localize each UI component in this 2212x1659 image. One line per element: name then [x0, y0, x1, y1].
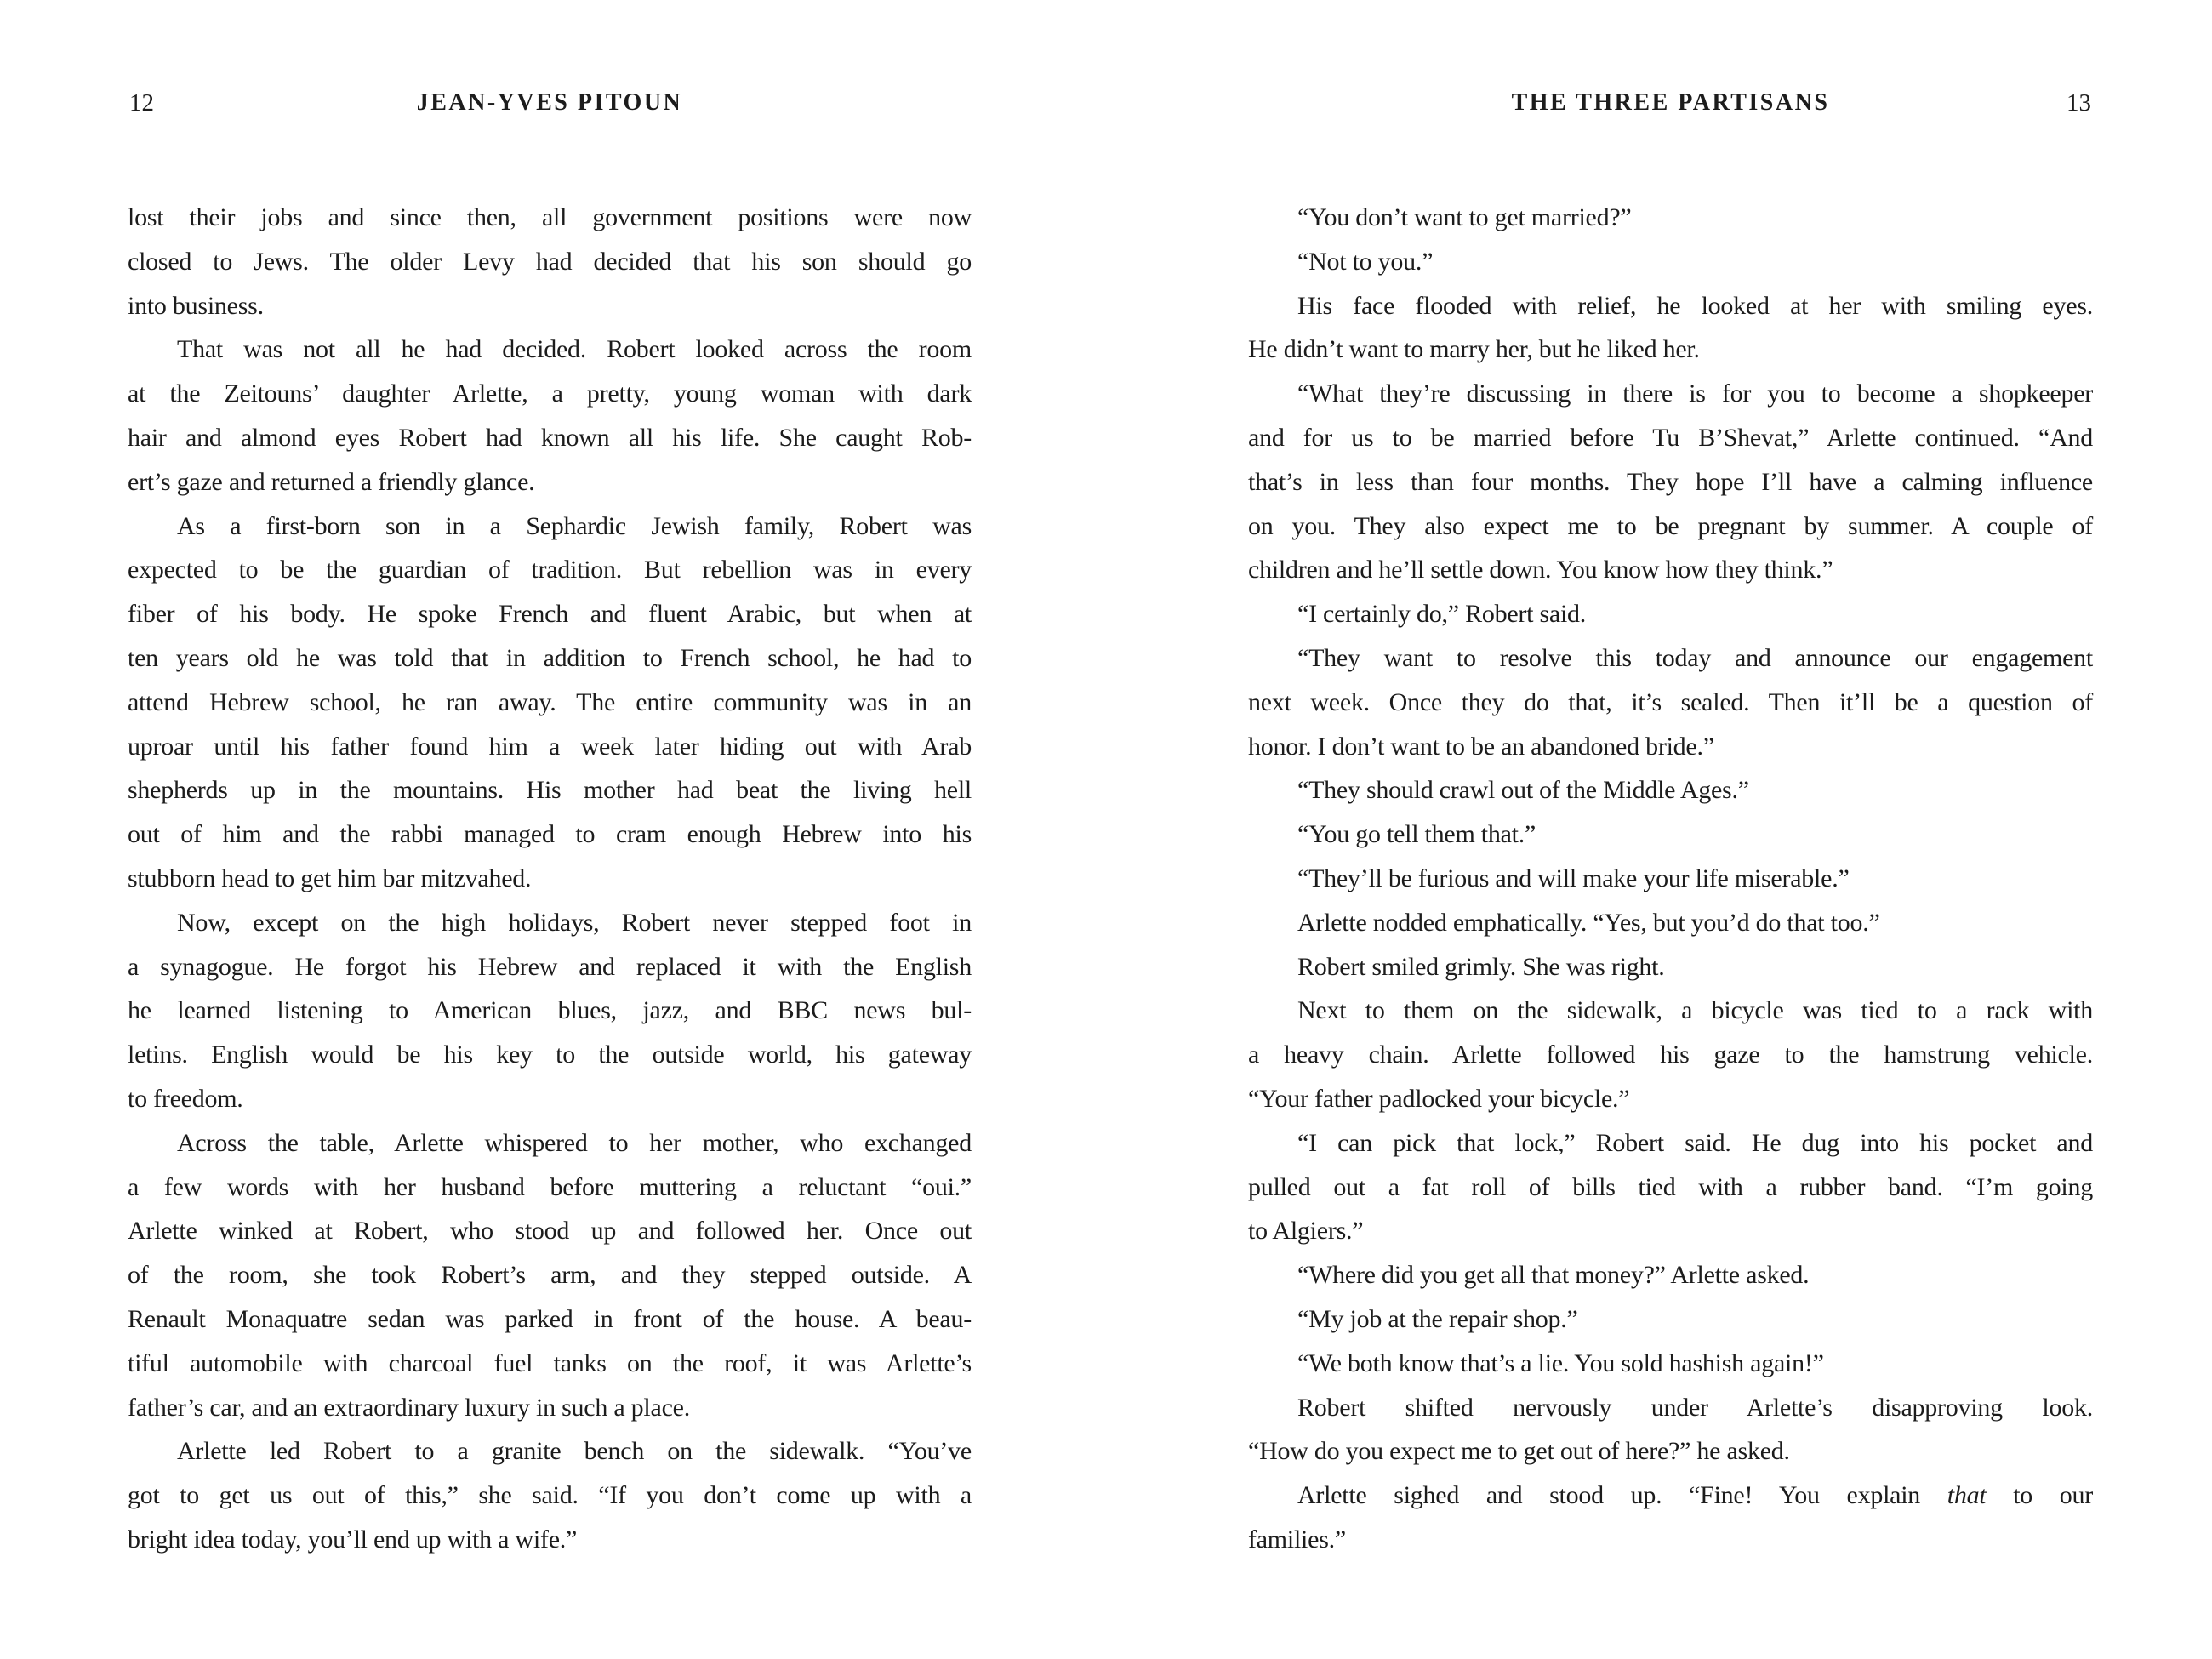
- paragraph: [1248, 372, 2093, 592]
- text-line: got to get us out of this,” she said. “If you don’t come up with a: [128, 1481, 972, 1510]
- paragraph: [1248, 592, 2093, 636]
- text-line: into business.: [128, 291, 264, 320]
- text-line: Arlette nodded emphatically. “Yes, but you’d do that too.”: [1297, 908, 1880, 937]
- text-line: “My job at the repair shop.”: [1297, 1304, 1578, 1333]
- text-line: to freedom.: [128, 1084, 243, 1113]
- running-head-title: THE THREE PARTISANS: [1511, 89, 1830, 116]
- text-line: Now, except on the high holidays, Robert never stepped foot in: [177, 908, 972, 937]
- paragraph: [1248, 812, 2093, 857]
- text-line: Robert smiled grimly. She was right.: [1297, 952, 1665, 981]
- text-line: That was not all he had decided. Robert looked across the room: [177, 335, 972, 364]
- text-line: tiful automobile with charcoal fuel tanks on the roof, it was Arlette’s: [128, 1348, 972, 1377]
- italic-text: that: [1947, 1481, 1987, 1510]
- paragraph: [1248, 768, 2093, 812]
- text-line: “Not to you.”: [1297, 247, 1434, 276]
- page-number-left: 12: [129, 89, 154, 117]
- text-line: Arlette winked at Robert, who stood up and followed her. Once out: [128, 1217, 972, 1246]
- text-line: a heavy chain. Arlette followed his gaze to the hamstrung vehicle.: [1248, 1040, 2093, 1069]
- paragraph: [1248, 636, 2093, 768]
- text-line: Next to them on the sidewalk, a bicycle was tied to a rack with: [1297, 996, 2093, 1025]
- paragraph: [1248, 284, 2093, 373]
- text-line: he learned listening to American blues, jazz, and BBC news bul-: [128, 996, 972, 1025]
- text-line: “I certainly do,” Robert said.: [1297, 600, 1587, 629]
- paragraph: [1248, 945, 2093, 989]
- paragraph: [1248, 1253, 2093, 1297]
- paragraph: [1248, 1342, 2093, 1386]
- paragraph: [1248, 240, 2093, 284]
- text-line: a few words with her husband before muttering a reluctant “oui.”: [128, 1172, 972, 1201]
- text-line: Arlette led Robert to a granite bench on the sidewalk. “You’ve: [177, 1437, 972, 1466]
- page-body-right: [1248, 196, 2093, 1562]
- page-body-left: [128, 196, 972, 1562]
- text-line: families.”: [1248, 1525, 1346, 1554]
- text-line: out of him and the rabbi managed to cram enough Hebrew into his: [128, 820, 972, 849]
- page-header-right: [1248, 89, 2093, 123]
- text-line: Across the table, Arlette whispered to her mother, who exchanged: [177, 1128, 972, 1157]
- text-line: a synagogue. He forgot his Hebrew and replaced it with the English: [128, 952, 972, 981]
- paragraph: [1248, 196, 2093, 240]
- text-line: “You don’t want to get married?”: [1297, 203, 1632, 231]
- paragraph: [128, 328, 972, 504]
- paragraph: [128, 196, 972, 328]
- paragraph: [1248, 989, 2093, 1120]
- text-line: Renault Monaquatre sedan was parked in front of the house. A beau-: [128, 1304, 972, 1333]
- text-line: next week. Once they do that, it’s sealed. Then it’ll be a question of: [1248, 687, 2093, 716]
- page-header-left: [128, 89, 972, 123]
- page-right: [1248, 89, 2093, 1562]
- paragraph: [128, 901, 972, 1121]
- text-line: ert’s gaze and returned a friendly glance.: [128, 467, 535, 496]
- running-head-author: JEAN-YVES PITOUN: [416, 89, 683, 116]
- page-number-right: 13: [2067, 89, 2091, 117]
- text-line: bright idea today, you’ll end up with a wife.”: [128, 1525, 578, 1554]
- text-line: ten years old he was told that in addition to French school, he had to: [128, 643, 972, 672]
- text-line: “We both know that’s a lie. You sold hashish again!”: [1297, 1348, 1824, 1377]
- text-line: “They should crawl out of the Middle Ages.”: [1297, 776, 1749, 805]
- text-line: As a first-born son in a Sephardic Jewish family, Robert was: [177, 511, 972, 540]
- paragraph: [1248, 1121, 2093, 1253]
- text-line: father’s car, and an extraordinary luxury in such a place.: [128, 1393, 690, 1422]
- paragraph: [1248, 1297, 2093, 1342]
- paragraph: [128, 505, 972, 901]
- text-line: He didn’t want to marry her, but he liked her.: [1248, 335, 1700, 364]
- text-line: honor. I don’t want to be an abandoned bride.”: [1248, 732, 1714, 761]
- text-line: His face flooded with relief, he looked at her with smiling eyes.: [1297, 291, 2093, 320]
- text-line: stubborn head to get him bar mitzvahed.: [128, 864, 532, 892]
- paragraph: [1248, 1474, 2093, 1562]
- text-line: “Your father padlocked your bicycle.”: [1248, 1084, 1630, 1113]
- text-line: hair and almond eyes Robert had known all his life. She caught Rob-: [128, 423, 972, 452]
- text-line: at the Zeitouns’ daughter Arlette, a pretty, young woman with dark: [128, 379, 972, 408]
- text-line: of the room, she took Robert’s arm, and they stepped outside. A: [128, 1261, 972, 1290]
- text-line: “How do you expect me to get out of here?” he asked.: [1248, 1437, 1790, 1466]
- text-line: to Algiers.”: [1248, 1217, 1364, 1246]
- paragraph: [128, 1121, 972, 1430]
- text-line: that’s in less than four months. They hope I’ll have a calming influence: [1248, 467, 2093, 496]
- text-line: pulled out a fat roll of bills tied with a rubber band. “I’m going: [1248, 1172, 2093, 1201]
- text-line: expected to be the guardian of tradition. But rebellion was in every: [128, 556, 972, 584]
- text-line: children and he’ll settle down. You know how they think.”: [1248, 556, 1833, 584]
- text-line: and for us to be married before Tu B’Shevat,” Arlette continued. “And: [1248, 423, 2093, 452]
- text-line: fiber of his body. He spoke French and fluent Arabic, but when at: [128, 600, 972, 629]
- text-line: Arlette sighed and stood up. “Fine! You explain that to our: [1297, 1481, 2094, 1510]
- text-line: “They’ll be furious and will make your life miserable.”: [1297, 864, 1850, 892]
- paragraph: [1248, 857, 2093, 901]
- text-line: Robert shifted nervously under Arlette’s disapproving look.: [1297, 1393, 2093, 1422]
- text-line: shepherds up in the mountains. His mother had beat the living hell: [128, 776, 972, 805]
- text-line: “They want to resolve this today and announce our engagement: [1297, 643, 2093, 672]
- text-line: lost their jobs and since then, all government positions were now: [128, 203, 972, 231]
- text-line: “You go tell them that.”: [1297, 820, 1536, 849]
- text-line: uproar until his father found him a week later hiding out with Arab: [128, 732, 972, 761]
- text-line: “What they’re discussing in there is for you to become a shopkeeper: [1297, 379, 2093, 408]
- text-line: closed to Jews. The older Levy had decided that his son should go: [128, 247, 972, 276]
- paragraph: [1248, 1386, 2093, 1474]
- page-left: [128, 89, 972, 1562]
- text-line: “I can pick that lock,” Robert said. He dug into his pocket and: [1297, 1128, 2093, 1157]
- text-line: “Where did you get all that money?” Arlette asked.: [1297, 1261, 1810, 1290]
- text-line: attend Hebrew school, he ran away. The entire community was in an: [128, 687, 972, 716]
- text-line: letins. English would be his key to the outside world, his gateway: [128, 1040, 972, 1069]
- text-line: on you. They also expect me to be pregnant by summer. A couple of: [1248, 511, 2093, 540]
- paragraph: [1248, 901, 2093, 945]
- paragraph: [128, 1429, 972, 1561]
